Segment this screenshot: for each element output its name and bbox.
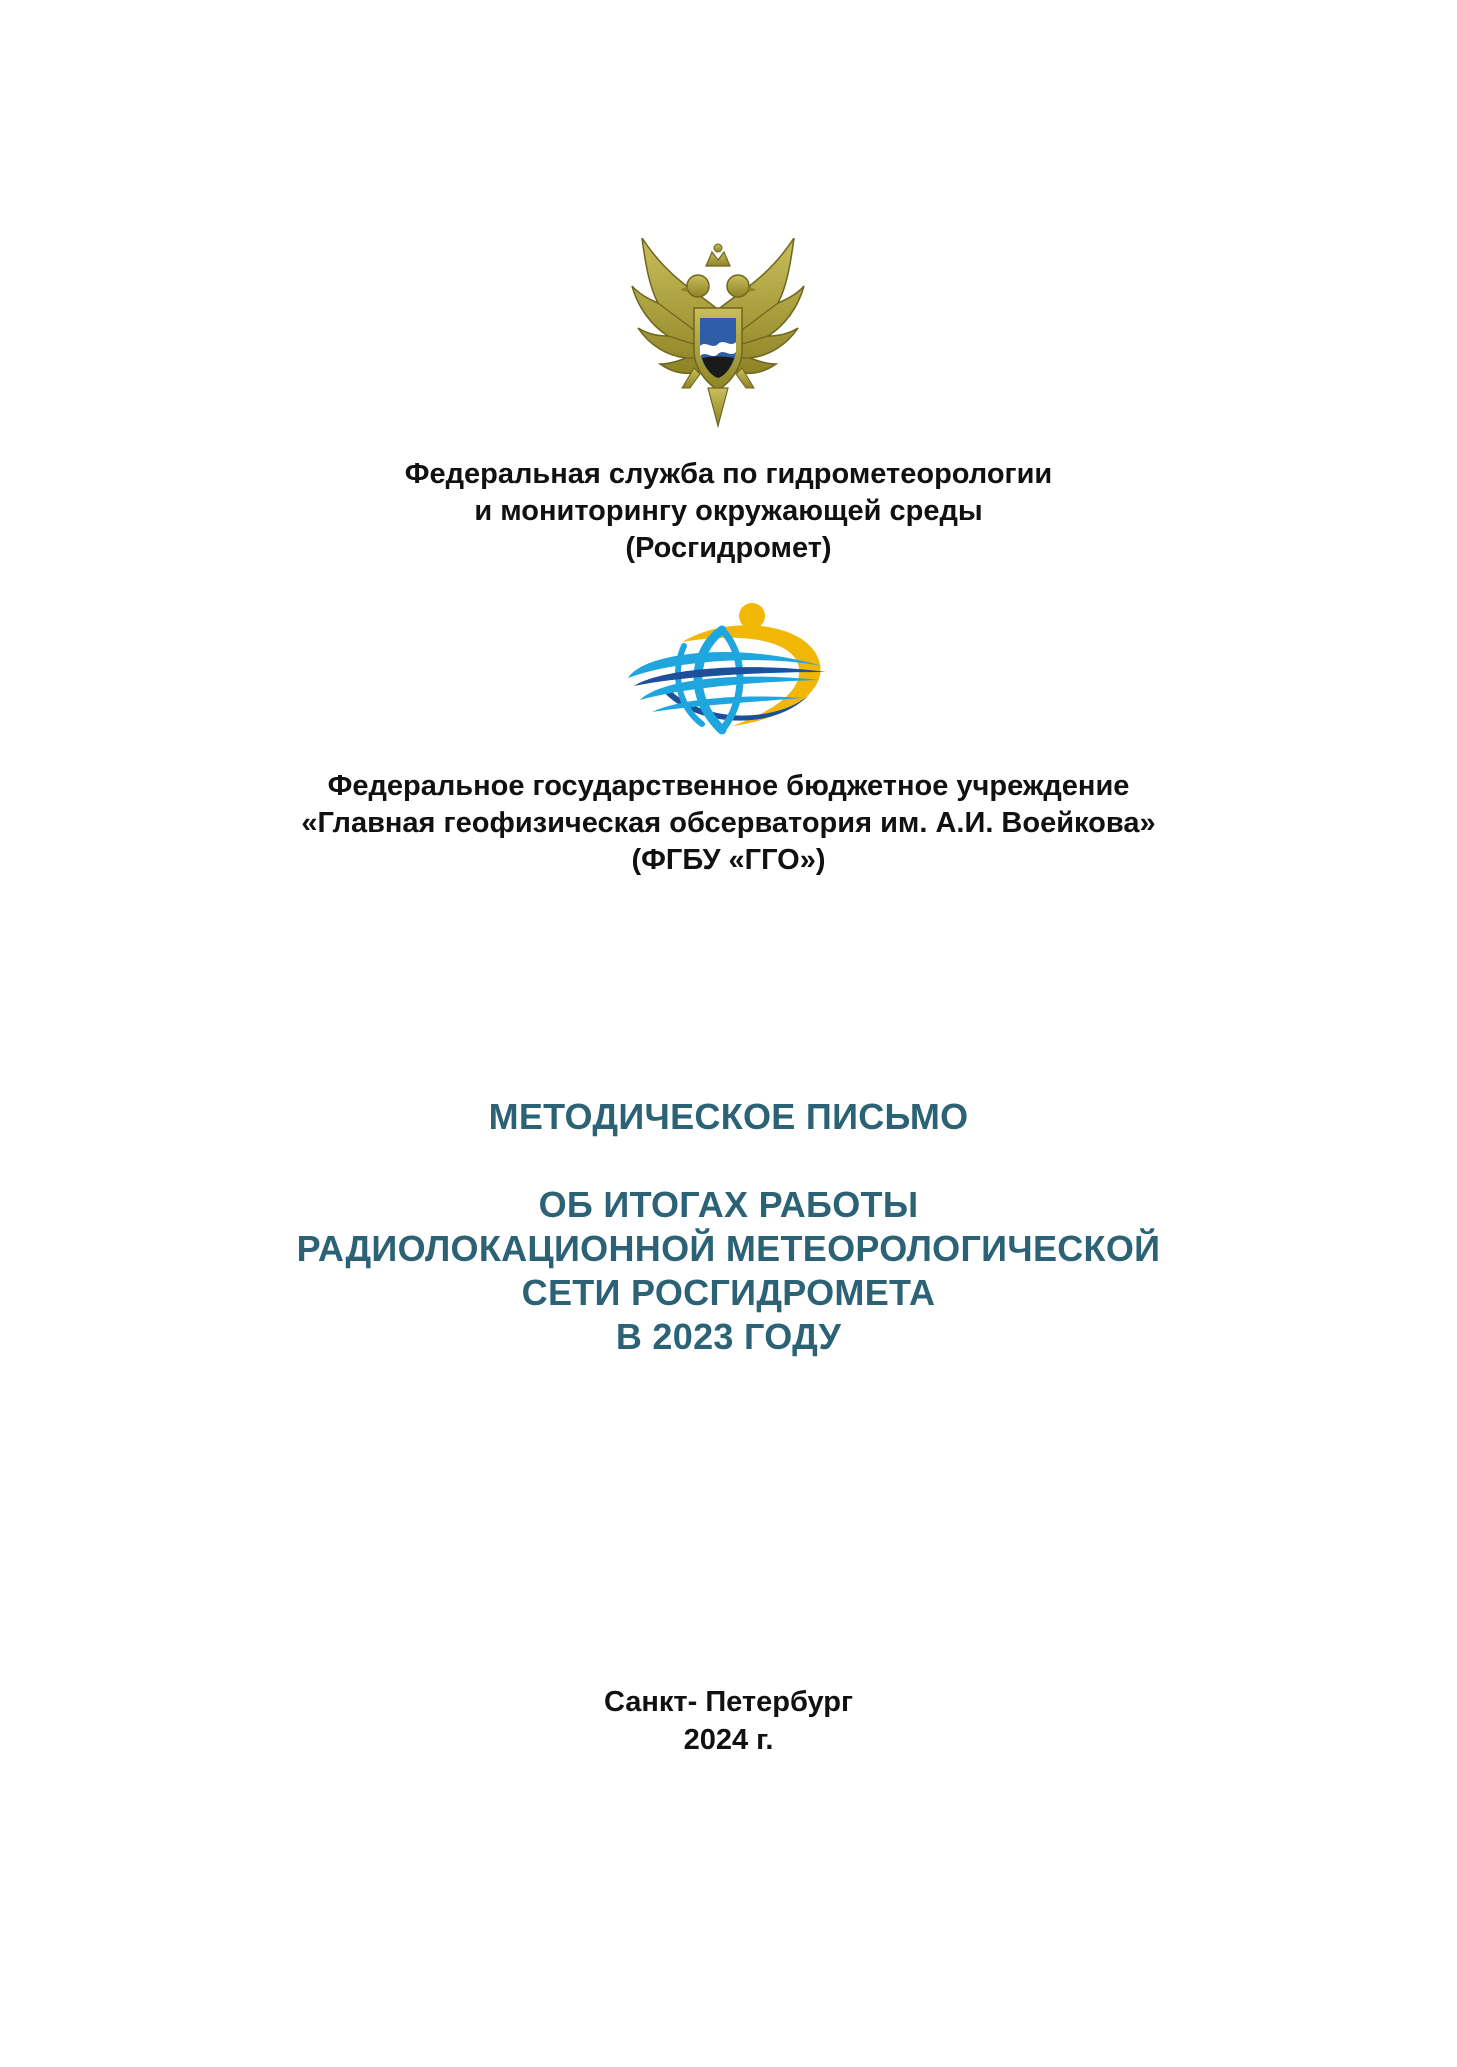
institute-line: Федеральное государственное бюджетное учреждение [327, 770, 1130, 802]
organization-line: и мониторингу окружающей среды [474, 495, 983, 527]
document-title-line: СЕТИ РОСГИДРОМЕТА [521, 1272, 936, 1313]
imprint-year: 2024 г. [683, 1724, 774, 1756]
institute-line: «Главная геофизическая обсерватория им. А.И. Воейкова» [301, 807, 1156, 839]
imprint-city: Санкт- Петербург [603, 1686, 854, 1718]
imprint [0, 1683, 1457, 1759]
document-title [0, 1183, 1457, 1359]
document-type: МЕТОДИЧЕСКОЕ ПИСЬМО [488, 1096, 969, 1137]
document-title-line: В 2023 ГОДУ [615, 1316, 842, 1357]
double-headed-eagle-emblem-icon [628, 238, 808, 428]
institute-name [0, 768, 1457, 879]
document-title-line: РАДИОЛОКАЦИОННОЙ МЕТЕОРОЛОГИЧЕСКОЙ [296, 1228, 1161, 1269]
institute-line: (ФГБУ «ГГО») [631, 844, 826, 876]
organization-name [0, 456, 1457, 567]
organization-line: (Росгидромет) [625, 532, 832, 564]
document-title-line: ОБ ИТОГАХ РАБОТЫ [538, 1184, 919, 1225]
globe-orbit-sun-logo-icon [622, 602, 832, 738]
organization-line: Федеральная служба по гидрометеорологии [404, 458, 1053, 490]
